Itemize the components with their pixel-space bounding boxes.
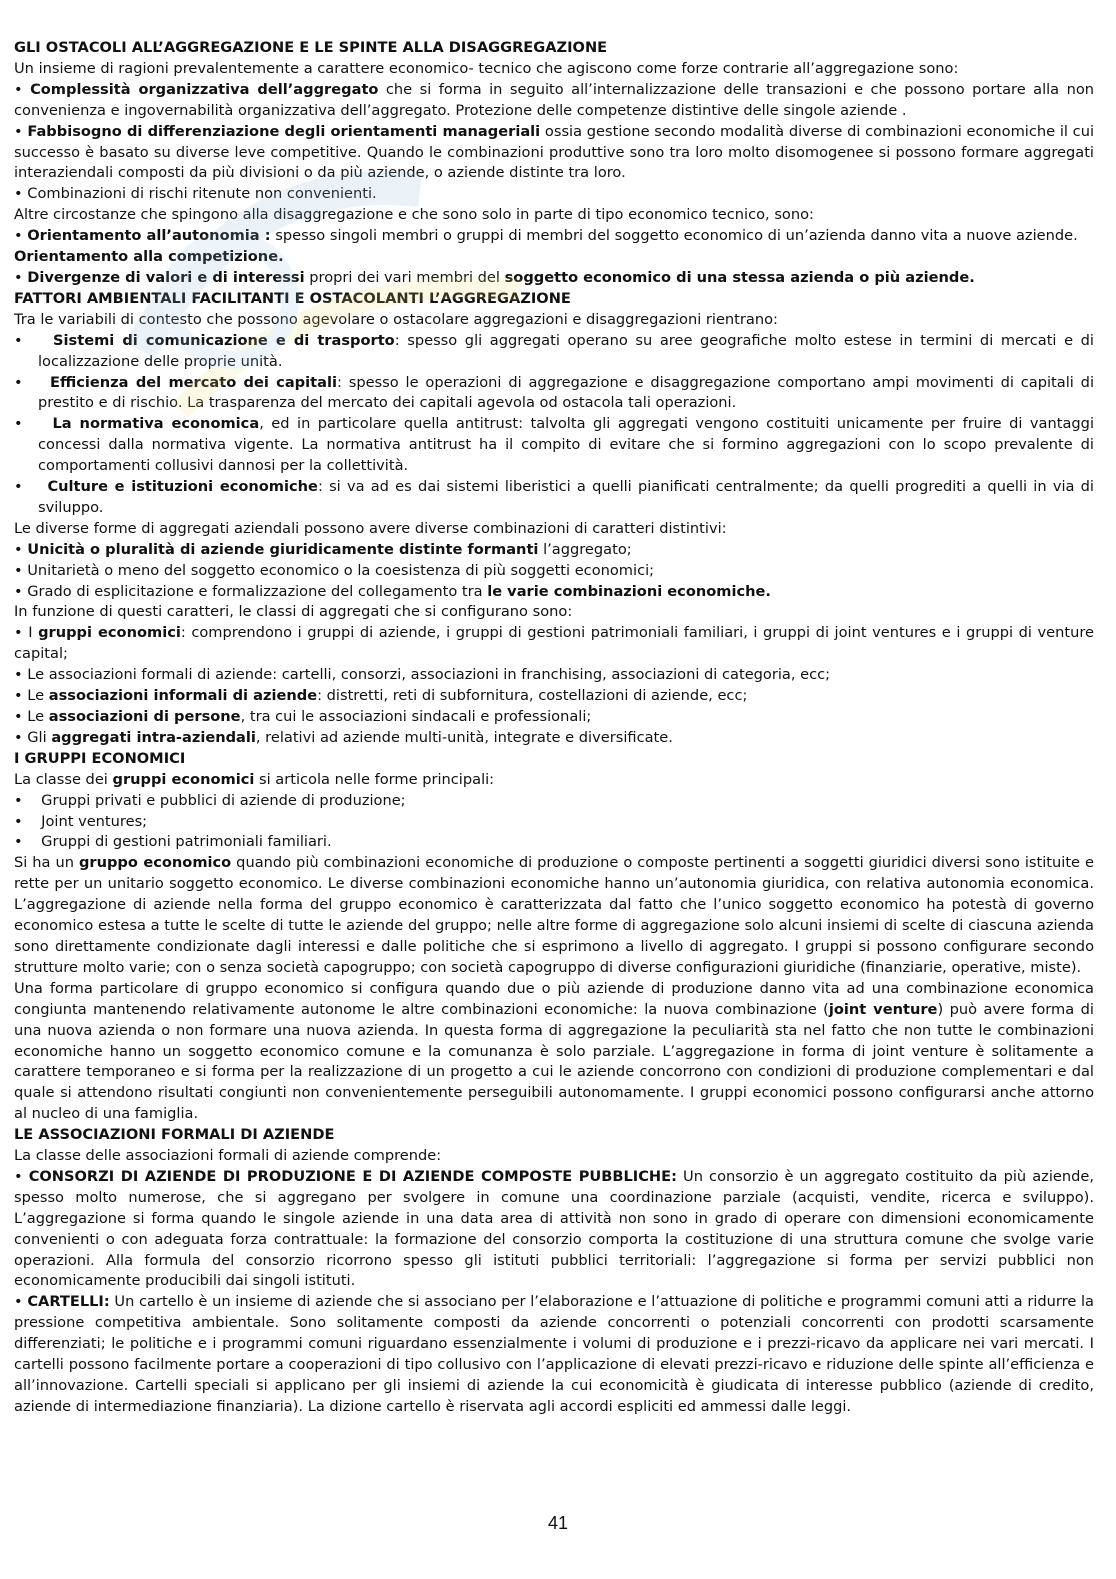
list-item: • Le associazioni di persone, tra cui le associazioni sindacali e professionali; (14, 708, 592, 725)
list-item: • Joint ventures; (14, 812, 148, 830)
list-item: • Grado di esplicitazione e formalizzazione del collegamento tra le varie combinazioni economiche. (14, 582, 771, 600)
list-item: • Le associazioni informali di aziende: distretti, reti di subfornitura, costellazioni di aziende, ecc; (14, 687, 748, 705)
bold-term: La normativa economica (52, 415, 260, 433)
bold-term: gruppi economici (38, 624, 181, 642)
section-title-associazioni: LE ASSOCIAZIONI FORMALI DI AZIENDE (14, 1126, 335, 1144)
list-item (14, 247, 1094, 268)
bold-term: aggregati intra-aziendali (51, 728, 256, 746)
bold-term: Efficienza del mercato dei capitali (50, 373, 337, 391)
page-number: 41 (547, 1513, 569, 1533)
list-item: • Le associazioni formali di aziende: cartelli, consorzi, associazioni in franchising, associazioni di categoria, ecc; (14, 666, 831, 684)
section-title-gruppi: I GRUPPI ECONOMICI (14, 749, 186, 767)
list-item: • CONSORZI DI AZIENDE DI PRODUZIONE E DI AZIENDE COMPOSTE PUBBLICHE: Un consorzio è un aggregato costituito da più aziende, spesso molto numerose, che si aggregano per svolgere in comune una coordinazione parziale (acquisti, vendite, ricerca e sviluppo). L’aggregazione si forma quando le singole aziende in una data area di attività non sono in grado di operare con dimensioni economicamente convenienti o con adeguata forza contrattuale: la formazione del consorzio comporta la costituzione di una struttura comune che svolge varie operazioni. Alla formula del consorzio ricorrono spesso gli istituti pubblici territoriali: l’aggregazione si forma per servizi pubblici non economicamente producibili dai singoli istituti. (14, 1167, 1094, 1290)
bold-term: Unicità o pluralità di aziende giuridicamente distinte formanti (27, 540, 539, 558)
section-title-fattori: FATTORI AMBIENTALI FACILITANTI E OSTACOLANTI L’AGGREGAZIONE (14, 289, 571, 307)
paragraph: Un insieme di ragioni prevalentemente a carattere economico- tecnico che agiscono come forze contrarie all’aggregazione sono: (14, 59, 959, 77)
section-title-ostacoli: GLI OSTACOLI ALL’AGGREGAZIONE E LE SPINTE ALLA DISAGGREGAZIONE (14, 39, 608, 56)
paragraph: Altre circostanze che spingono alla disaggregazione e che sono solo in parte di tipo economico tecnico, sono: (14, 206, 814, 224)
bold-term: CONSORZI DI AZIENDE DI PRODUZIONE E DI AZIENDE COMPOSTE PUBBLICHE: (28, 1167, 677, 1185)
bold-term: le varie combinazioni economiche. (487, 582, 771, 600)
bold-term: Culture e istituzioni economiche (47, 478, 318, 496)
paragraph: La classe delle associazioni formali di aziende comprende: (14, 1147, 442, 1165)
bold-term: Divergenze di valori e di interessi (27, 268, 305, 286)
bold-term: gruppi economici (112, 770, 255, 788)
bold-term: Orientamento all’autonomia : (27, 227, 271, 245)
list-item: • Orientamento all’autonomia : spesso singoli membri o gruppi di membri del soggetto economico di un’azienda danno vita a nuove aziende. (14, 227, 1078, 245)
bold-term: Sistemi di comunicazione e di trasporto (53, 331, 395, 349)
paragraph: La classe dei gruppi economici si articola nelle forme principali: (14, 770, 495, 788)
list-item: • Culture e istituzioni economiche: si va ad es dai sistemi liberistici a quelli pianificati centralmente; da quelli progrediti a quelli in via di sviluppo. (14, 478, 1094, 516)
paragraph: Si ha un gruppo economico quando più combinazioni economiche di produzione o composte pertinenti a soggetti giuridici diversi sono istituite e rette per un unitario soggetto economico. Le diverse combinazioni economiche hanno un’autonomia giuridica, con relativa autonomia economica. L’aggregazione di aziende nella forma del gruppo economico è caratterizzata dal fatto che l’unico soggetto economico ha potestà di governo economico estesa a tutte le scelte di tutte le aziende del gruppo; nelle altre forme di aggregazione solo alcuni insiemi di scelte di ciascuna azienda sono direttamente condizionate dagli interessi e dalle politiche che si esprimono a livello di aggregato. I gruppi si possono configurare secondo strutture molto varie; con o senza società capogruppo; con società capogruppo di diverse configurazioni giuridiche (finanziarie, operative, miste). (14, 854, 1094, 976)
list-item: • Unitarietà o meno del soggetto economico o la coesistenza di più soggetti economici; (14, 561, 655, 579)
list-item: • Sistemi di comunicazione e di trasporto: spesso gli aggregati operano su aree geografiche molto estese in termini di mercati e di localizzazione delle proprie unità. (14, 331, 1094, 370)
bold-term: Fabbisogno di differenziazione degli orientamenti manageriali (27, 122, 541, 140)
list-item: • Divergenze di valori e di interessi propri dei vari membri del soggetto economico di una stessa azienda o più aziende. (14, 268, 975, 286)
list-item: • La normativa economica, ed in particolare quella antitrust: talvolta gli aggregati vengono costituiti unicamente per fruire di vantaggi concessi dalla normativa vigente. La normativa antitrust ha il compito di evitare che si formino aggregazioni con lo scopo prevalente di comportamenti collusivi dannosi per la collettività. (14, 415, 1094, 475)
list-item: • Unicità o pluralità di aziende giuridicamente distinte formanti l’aggregato; (14, 540, 632, 558)
bold-term: joint venture (828, 1000, 938, 1018)
paragraph: Una forma particolare di gruppo economico si configura quando due o più aziende di produzione danno vita ad una combinazione economica congiunta mantenendo relativamente autonome le altre combinazioni economiche: la nuova combinazione (joint venture) può avere forma di una nuova azienda o non formare una nuova azienda. In questa forma di aggregazione la peculiarità sta nel fatto che non tutte le combinazioni economiche hanno un soggetto economico comune e la comunanza è solo parziale. L’aggregazione in forma di joint venture è solitamente a carattere temporaneo e si forma per la realizzazione di un progetto a cui le aziende concorrono con condizioni di produzione complementari e dal quale si attendono risultati congiunti non convenientemente perseguibili autonomamente. I gruppi economici possono configurarsi anche attorno al nucleo di una famiglia. (14, 979, 1094, 1123)
list-item: • Gruppi di gestioni patrimoniali familiari. (14, 833, 332, 851)
paragraph: In funzione di questi caratteri, le classi di aggregati che si configurano sono: (14, 603, 573, 621)
list-item: • Gli aggregati intra-aziendali, relativi ad aziende multi-unità, integrate e diversificate. (14, 728, 673, 746)
bold-term: associazioni di persone (48, 708, 241, 725)
list-item: • Efficienza del mercato dei capitali: spesso le operazioni di aggregazione e disaggregazione comportano ampi movimenti di capitali di prestito e di rischio. La trasparenza del mercato dei capitali agevola od ostacola tali operazioni. (14, 373, 1094, 412)
list-item: • Combinazioni di rischi ritenute non convenienti. (14, 185, 377, 203)
bold-term: CARTELLI: (27, 1293, 110, 1311)
bold-term: Complessità organizzativa dell’aggregato (30, 80, 379, 98)
list-item: • Complessità organizzativa dell’aggregato che si forma in seguito all’internalizzazione delle transazioni e che possono portare alla non convenienza e ingovernabilità organizzativa dell’aggregato. Protezione delle competenze distintive delle singole aziende . (14, 80, 1095, 119)
list-item: • Gruppi privati e pubblici di aziende di produzione; (14, 791, 406, 809)
list-item: • I gruppi economici: comprendono i gruppi di aziende, i gruppi di gestioni patrimoniali familiari, i gruppi di joint ventures e i gruppi di venture capital; (14, 624, 1094, 663)
bold-term: gruppo economico (78, 854, 232, 872)
list-item: • CARTELLI: Un cartello è un insieme di aziende che si associano per l’elaborazione e l’attuazione di politiche e programmi comuni atti a ridurre la pressione competitiva ambientale. Sono solitamente composti da aziende concorrenti o potenziali concorrenti con prodotti scarsamente differenziati; le politiche e i programmi comuni riguardano essenzialmente i volumi di produzione e i prezzi-ricavo da applicare nei vari mercati. I cartelli possono facilmente portare a cooperazioni di tipo collusivo con l’applicazione di elevati prezzi-ricavo e riduzione delle spinte all’efficienza e all’innovazione. Cartelli speciali si applicano per gli insiemi di aziende la cui economicità è giudicata di interesse pubblico (aziende di credito, aziende di intermediazione finanziaria). La dizione cartello è riservata agli accordi espliciti ed ammessi dalle leggi. (14, 1293, 1094, 1415)
paragraph: Tra le variabili di contesto che possono agevolare o ostacolare aggregazioni e disaggregazioni rientrano: (14, 310, 778, 328)
list-item: • Fabbisogno di differenziazione degli orientamenti manageriali ossia gestione secondo modalità diverse di combinazioni economiche il cui successo è basato su diverse leve competitive. Quando le combinazioni produttive sono tra loro molto disomogenee si possono formare aggregati interaziendali composti da più divisioni o da più aziende, o aziende distinte tra loro. (14, 122, 1095, 182)
bold-term: Orientamento alla competizione. (14, 248, 284, 266)
bold-term: soggetto economico di una stessa azienda o più aziende. (504, 268, 975, 286)
paragraph: Le diverse forme di aggregati aziendali possono avere diverse combinazioni di caratteri distintivi: (14, 519, 727, 537)
bold-term: associazioni informali di aziende (48, 687, 318, 705)
